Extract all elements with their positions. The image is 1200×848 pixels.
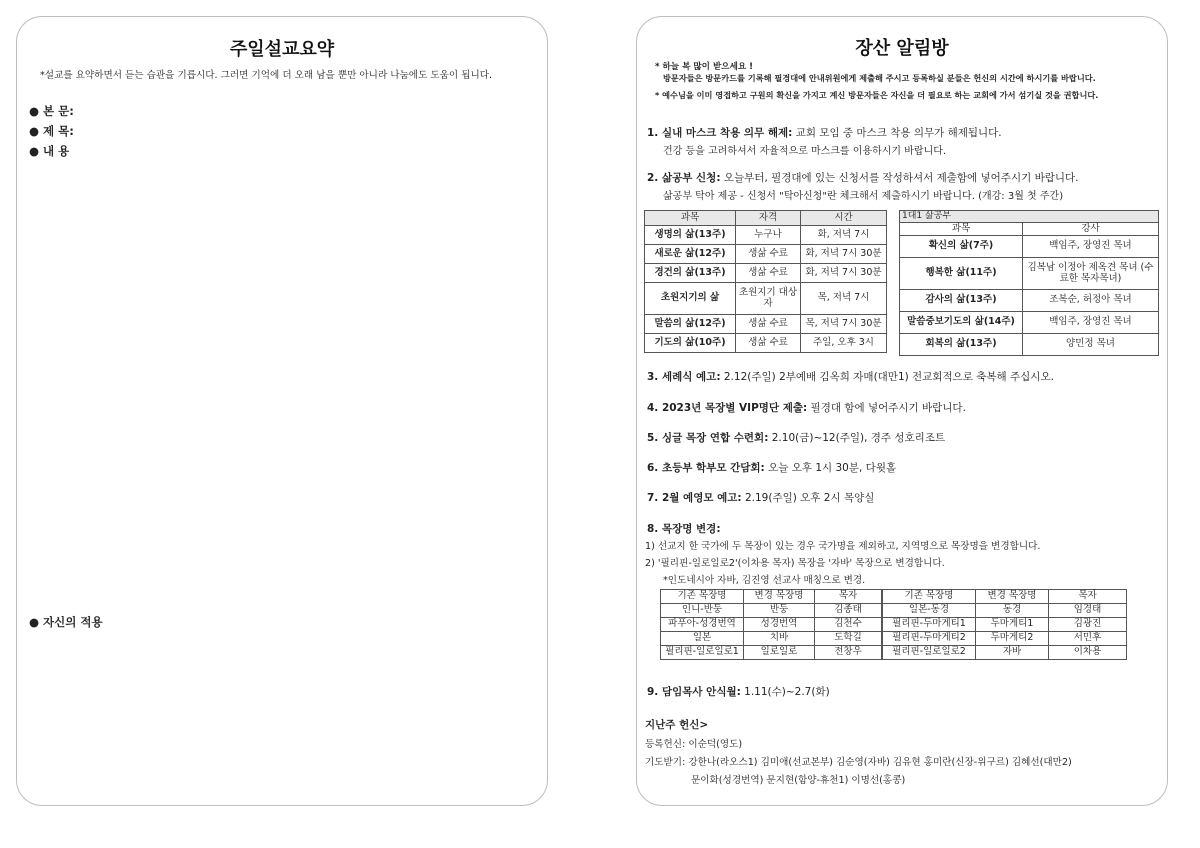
notice-1-heading: 1. 실내 마스크 착용 의무 해제:	[647, 127, 793, 139]
rename-col-old: 기존 목장명	[661, 590, 744, 604]
table-cell: 생삶 수료	[736, 245, 801, 264]
notice-8-line3: *인도네시아 자바, 김진영 선교사 매칭으로 변경.	[663, 575, 866, 586]
last-week-prayer-cont: 문이화(성경번역) 문지현(함양-휴천1) 이명선(홍콩)	[691, 775, 906, 786]
last-week-heading: 지난주 헌신>	[645, 719, 709, 731]
field-application: ● 자신의 적용	[29, 615, 103, 629]
table-cell: 파푸아-성경번역	[661, 618, 744, 632]
notice-1	[647, 125, 1002, 140]
table-cell: 반둥	[744, 604, 815, 618]
table-cell: 조복순, 허정아 목녀	[1023, 290, 1159, 312]
greeting-notice: * 예수님을 이미 영접하고 구원의 확신을 가지고 계신 방문자들은 자신을 더 필요로 하는 교회에 가서 섬기실 것을 권합니다.	[655, 90, 1099, 100]
notice-1-text: 교회 모임 중 마스크 착용 의무가 해제됩니다.	[792, 127, 1002, 139]
table-row	[900, 236, 1159, 258]
table-cell: 임경태	[1049, 604, 1127, 618]
table-cell: 주일, 오후 3시	[801, 334, 887, 353]
table-row	[900, 290, 1159, 312]
sermon-summary-subtitle: *설교를 요약하면서 듣는 습관을 기릅시다. 그러면 기억에 더 오래 남을 뿐만 아니라 나눔에도 도움이 됩니다.	[40, 70, 493, 81]
table-row	[900, 312, 1159, 334]
field-passage: ● 본 문:	[29, 104, 74, 118]
notice-3-heading: 3. 세례식 예고:	[647, 371, 721, 383]
table-cell: 말씀의 삶(12주)	[645, 315, 736, 334]
notice-9-text: 1.11(수)~2.7(화)	[740, 686, 830, 698]
one-on-one-col-subject: 과목	[900, 223, 1023, 236]
notice-9-heading: 9. 담임목사 안식월:	[647, 686, 741, 698]
notice-6-heading: 6. 초등부 학부모 간담회:	[647, 462, 765, 474]
table-row	[900, 334, 1159, 356]
table-cell: 백임주, 장영진 목녀	[1023, 312, 1159, 334]
study-table	[644, 210, 887, 353]
notice-4	[647, 400, 966, 415]
table-cell: 생삶 수료	[736, 315, 801, 334]
field-content: ● 내 용	[29, 144, 70, 158]
notice-2-heading: 2. 삶공부 신청:	[647, 172, 721, 184]
table-cell: 목, 저녁 7시	[801, 283, 887, 315]
table-cell: 일로일로	[744, 646, 815, 660]
one-on-one-col-teacher: 강사	[1023, 223, 1159, 236]
one-on-one-table	[899, 210, 1159, 356]
notice-2-text: 오늘부터, 필경대에 있는 신청서를 작성하셔서 제출함에 넣어주시기 바랍니다.	[720, 172, 1079, 184]
table-cell: 백임주, 장영진 목녀	[1023, 236, 1159, 258]
table-row	[900, 258, 1159, 290]
notice-4-heading: 4. 2023년 목장별 VIP명단 제출:	[647, 402, 808, 414]
notice-6-text: 오늘 오후 1시 30분, 다윗홀	[764, 462, 897, 474]
rename-col-new: 변경 목장명	[744, 590, 815, 604]
table-cell: 필리핀-일로일로2	[882, 646, 976, 660]
table-cell: 김복남 이정아 제옥견 목녀 (수료한 목자목녀)	[1023, 258, 1159, 290]
table-cell: 전창우	[815, 646, 883, 660]
table-cell: 새로운 삶(12주)	[645, 245, 736, 264]
notice-2	[647, 170, 1078, 185]
notice-5-text: 2.10(금)~12(주일), 경주 성호리조트	[768, 432, 946, 444]
field-title: ● 제 목:	[29, 124, 74, 138]
table-cell: 경건의 삶(13주)	[645, 264, 736, 283]
table-cell: 두마게티2	[976, 632, 1049, 646]
table-cell: 필리핀-두마게티1	[882, 618, 976, 632]
table-row	[645, 226, 887, 245]
notice-8-line2: 2) '필리핀-일로일로2'(이차용 목자) 목장을 '자바' 목장으로 변경합니다.	[645, 558, 945, 569]
table-cell: 필리핀-일로일로1	[661, 646, 744, 660]
table-cell: 성경번역	[744, 618, 815, 632]
table-cell: 일본-동경	[882, 604, 976, 618]
rename-col-old-2: 기존 목장명	[882, 590, 976, 604]
table-row	[661, 604, 1127, 618]
study-col-subject: 과목	[645, 211, 736, 226]
table-cell: 화, 저녁 7시 30분	[801, 245, 887, 264]
table-cell: 김광진	[1049, 618, 1127, 632]
notice-7-text: 2.19(주일) 오후 2시 목양실	[741, 492, 875, 504]
rename-col-new-2: 변경 목장명	[976, 590, 1049, 604]
table-cell: 목, 저녁 7시 30분	[801, 315, 887, 334]
notice-8-heading: 8. 목장명 변경:	[647, 523, 721, 535]
last-week-registration: 등록헌신: 이순덕(영도)	[645, 739, 743, 750]
table-cell: 초원지기 대상자	[736, 283, 801, 315]
table-cell: 말씀중보기도의 삶(14주)	[900, 312, 1023, 334]
table-cell: 초원지기의 삶	[645, 283, 736, 315]
notice-1-line2: 건강 등을 고려하셔서 자율적으로 마스크를 이용하시기 바랍니다.	[663, 146, 947, 157]
notice-7	[647, 490, 874, 505]
table-row	[645, 245, 887, 264]
table-cell: 이차용	[1049, 646, 1127, 660]
sermon-summary-title: 주일설교요약	[229, 39, 335, 60]
study-col-time: 시간	[801, 211, 887, 226]
table-cell: 화, 저녁 7시 30분	[801, 264, 887, 283]
one-on-one-caption-row	[900, 211, 1159, 223]
table-cell: 생삶 수료	[736, 264, 801, 283]
sermon-summary-panel	[16, 16, 548, 806]
rename-col-leader: 목자	[815, 590, 883, 604]
table-row	[645, 283, 887, 315]
table-cell: 서민후	[1049, 632, 1127, 646]
table-row	[661, 646, 1127, 660]
table-cell: 생명의 삶(13주)	[645, 226, 736, 245]
notice-4-text: 필경대 함에 넣어주시기 바랍니다.	[807, 402, 966, 414]
study-col-qualification: 자격	[736, 211, 801, 226]
table-cell: 김종태	[815, 604, 883, 618]
announcements-panel	[636, 16, 1168, 806]
rename-table	[660, 589, 1127, 660]
table-cell: 감사의 삶(13주)	[900, 290, 1023, 312]
table-cell: 화, 저녁 7시	[801, 226, 887, 245]
table-cell: 회복의 삶(13주)	[900, 334, 1023, 356]
last-week-prayer: 기도받기: 강한나(라오스1) 김미애(선교본부) 김순영(자바) 김유현 홍미란(신장-위구르) 김혜선(대만2)	[645, 757, 1072, 768]
notice-8-line1: 1) 선교지 한 국가에 두 목장이 있는 경우 국가명을 제외하고, 지역명으로 목장명을 변경합니다.	[645, 541, 1041, 552]
one-on-one-caption: 1대1 삶공부	[900, 211, 1159, 223]
table-cell: 두마게티1	[976, 618, 1049, 632]
table-cell: 김천수	[815, 618, 883, 632]
table-cell: 누구나	[736, 226, 801, 245]
notice-5-heading: 5. 싱글 목장 연합 수련회:	[647, 432, 769, 444]
notice-5	[647, 430, 945, 445]
table-cell: 필리핀-두마게티2	[882, 632, 976, 646]
notice-2-line2: 삶공부 탁아 제공 - 신청서 "탁아신청"란 체크해서 제출하시기 바랍니다. (개강: 3월 첫 주간)	[663, 191, 1064, 202]
table-cell: 확신의 삶(7주)	[900, 236, 1023, 258]
table-row	[645, 334, 887, 353]
table-cell: 동경	[976, 604, 1049, 618]
rename-col-leader-2: 목자	[1049, 590, 1127, 604]
rename-table-header	[661, 590, 1127, 604]
table-row	[645, 315, 887, 334]
table-row	[661, 618, 1127, 632]
table-row	[661, 632, 1127, 646]
greeting: * 하늘 복 많이 받으세요 !	[655, 62, 754, 72]
notice-3	[647, 369, 1054, 384]
announcements-title: 장산 알림방	[855, 38, 949, 59]
notice-3-text: 2.12(주일) 2부예배 김옥희 자매(대만1) 전교회적으로 축복해 주십시오.	[720, 371, 1054, 383]
table-cell: 인니-반둥	[661, 604, 744, 618]
table-cell: 행복한 삶(11주)	[900, 258, 1023, 290]
table-cell: 자바	[976, 646, 1049, 660]
table-cell: 생삶 수료	[736, 334, 801, 353]
table-cell: 도학길	[815, 632, 883, 646]
notice-7-heading: 7. 2월 예영모 예고:	[647, 492, 742, 504]
one-on-one-header	[900, 223, 1159, 236]
notice-6	[647, 460, 896, 475]
greeting-visitors: 방문자들은 방문카드를 기록해 필경대에 안내위원에게 제출해 주시고 등록하실 분들은 헌신의 시간에 하시기를 바랍니다.	[663, 73, 1096, 83]
table-cell: 양민정 목녀	[1023, 334, 1159, 356]
table-cell: 일본	[661, 632, 744, 646]
table-row	[645, 264, 887, 283]
notice-9	[647, 684, 830, 699]
table-cell: 기도의 삶(10주)	[645, 334, 736, 353]
table-cell: 치바	[744, 632, 815, 646]
study-table-header	[645, 211, 887, 226]
